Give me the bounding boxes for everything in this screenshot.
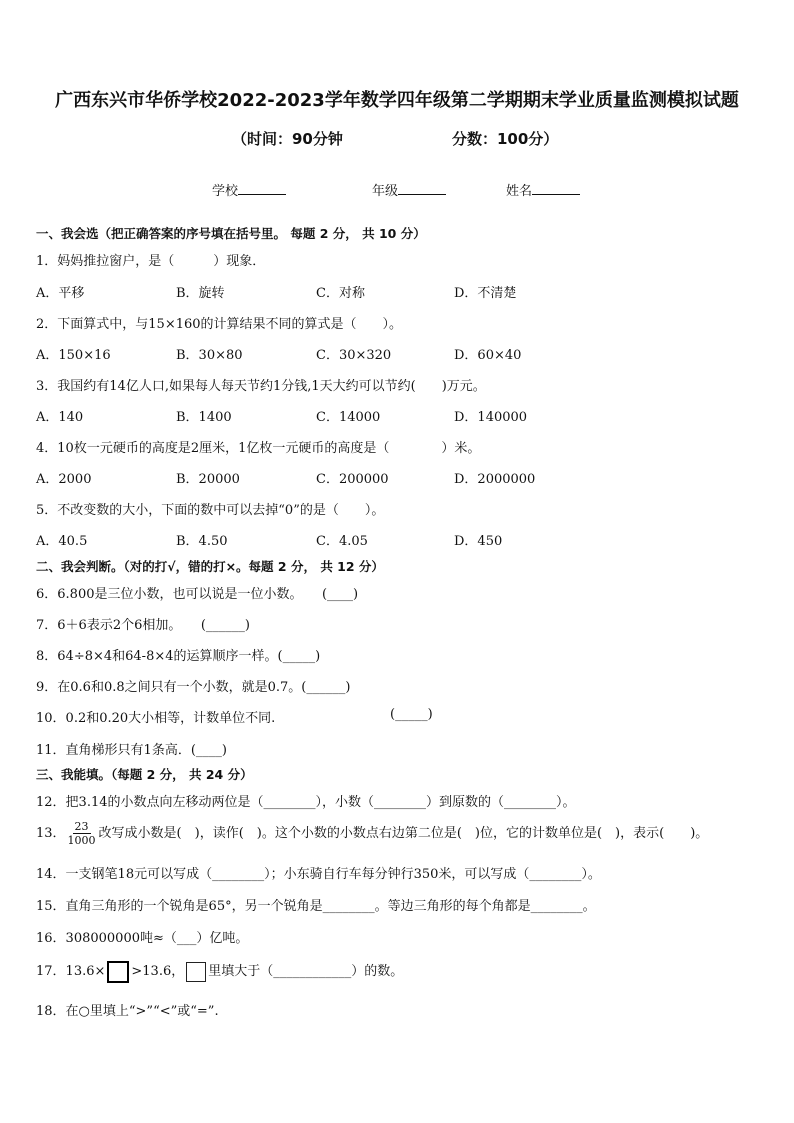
q17-text-b: >13.6， [131,964,185,979]
question-11[interactable]: 11．直角梯形只有1条高．(____) [36,743,227,758]
q13-fraction [66,820,98,847]
q3-option-d[interactable]: D．140000 [454,410,528,425]
question-16[interactable]: 16．308000000吨≈（___）亿吨。 [36,931,249,946]
q4-option-b[interactable]: B．20000 [176,472,240,487]
q1-option-b[interactable]: B．旋转 [176,286,225,301]
q3-option-a[interactable]: A．140 [36,410,84,425]
name-blank[interactable] [532,182,580,195]
q5-option-b[interactable]: B．4.50 [176,534,228,549]
section-1-heading: 一、我会选（把正确答案的序号填在括号里。 每题 2 分， 共 10 分） [36,226,426,241]
q2-option-a[interactable]: A．150×16 [36,348,111,363]
q4-option-a[interactable]: A．2000 [36,472,92,487]
section-2-heading: 二、我会判断。（对的打√，错的打×。每题 2 分， 共 12 分） [36,559,384,574]
q3-option-c[interactable]: C．14000 [316,410,381,425]
question-10: 10．0.2和0.20大小相等，计数单位不同. [36,711,276,726]
q4-option-d[interactable]: D．2000000 [454,472,536,487]
question-5: 5．不改变数的大小，下面的数中可以去掉“0”的是（ ）。 [36,503,385,518]
q17-text-a: 17．13.6× [36,964,106,979]
q4-option-c[interactable]: C．200000 [316,472,389,487]
q13-number: 13． [36,826,66,841]
q17-reference-box [186,962,206,982]
q5-option-d[interactable]: D．450 [454,534,503,549]
grade-label: 年级 [372,184,399,199]
question-6[interactable]: 6．6.800是三位小数，也可以说是一位小数。 (____) [36,587,359,602]
school-label: 学校 [212,184,239,199]
question-7[interactable]: 7．6＋6表示2个6相加。 (______) [36,618,250,633]
school-field[interactable] [212,180,286,199]
q2-option-b[interactable]: B．30×80 [176,348,243,363]
q1-option-c[interactable]: C．对称 [316,286,365,301]
question-15[interactable]: 15．直角三角形的一个锐角是65°，另一个锐角是________。等边三角形的每个角都是________。 [36,899,596,914]
q17-text-c: 里填大于（____________）的数。 [208,964,404,979]
q13-fraction-denominator: 1000 [67,834,96,847]
question-8[interactable]: 8．64÷8×4和64-8×4的运算顺序一样。(_____) [36,649,321,664]
q2-option-d[interactable]: D．60×40 [454,348,522,363]
school-blank[interactable] [238,182,286,195]
question-14[interactable]: 14．一支钢笔18元可以写成（________）；小东骑自行车每分钟行350米，可以写成（________）。 [36,867,601,882]
page-title: 广西东兴市华侨学校2022-2023学年数学四年级第二学期期末学业质量监测模拟试题 [55,90,739,111]
question-17[interactable] [36,960,403,983]
q13-text: 改写成小数是( )，读作( )。这个小数的小数点右边第二位是( )位，它的计数单位是( )，表示( )。 [98,826,709,841]
question-13[interactable] [36,820,708,847]
q10-answer-blank[interactable]: (_____) [390,707,433,722]
grade-blank[interactable] [398,182,446,195]
q5-option-c[interactable]: C．4.05 [316,534,368,549]
question-18: 18．在○里填上“>”“<”或“=”. [36,1004,219,1019]
exam-score: 分数：100分） [452,130,559,148]
question-2: 2．下面算式中，与15×160的计算结果不同的算式是（ ）。 [36,317,403,332]
question-12[interactable]: 12．把3.14的小数点向左移动两位是（________），小数（________）到原数的（________）。 [36,795,576,810]
q2-option-c[interactable]: C．30×320 [316,348,392,363]
question-4: 4．10枚一元硬币的高度是2厘米，1亿枚一元硬币的高度是（ ）米。 [36,441,481,456]
q1-option-d[interactable]: D．不清楚 [454,286,517,301]
name-field[interactable] [506,180,580,199]
question-3: 3．我国约有14亿人口,如果每人每天节约1分钱,1天大约可以节约( )万元。 [36,379,486,394]
question-9[interactable]: 9．在0.6和0.8之间只有一个小数，就是0.7。(______) [36,680,351,695]
q13-fraction-numerator: 23 [74,820,89,833]
q5-option-a[interactable]: A．40.5 [36,534,88,549]
name-label: 姓名 [506,184,533,199]
section-3-heading: 三、我能填。（每题 2 分， 共 24 分） [36,767,253,782]
grade-field[interactable] [372,180,446,199]
question-1: 1．妈妈推拉窗户，是（ ）现象． [36,254,266,269]
q1-option-a[interactable]: A．平移 [36,286,85,301]
q17-answer-box[interactable] [107,961,129,983]
exam-time: （时间：90分钟 [232,130,343,148]
q3-option-b[interactable]: B．1400 [176,410,232,425]
